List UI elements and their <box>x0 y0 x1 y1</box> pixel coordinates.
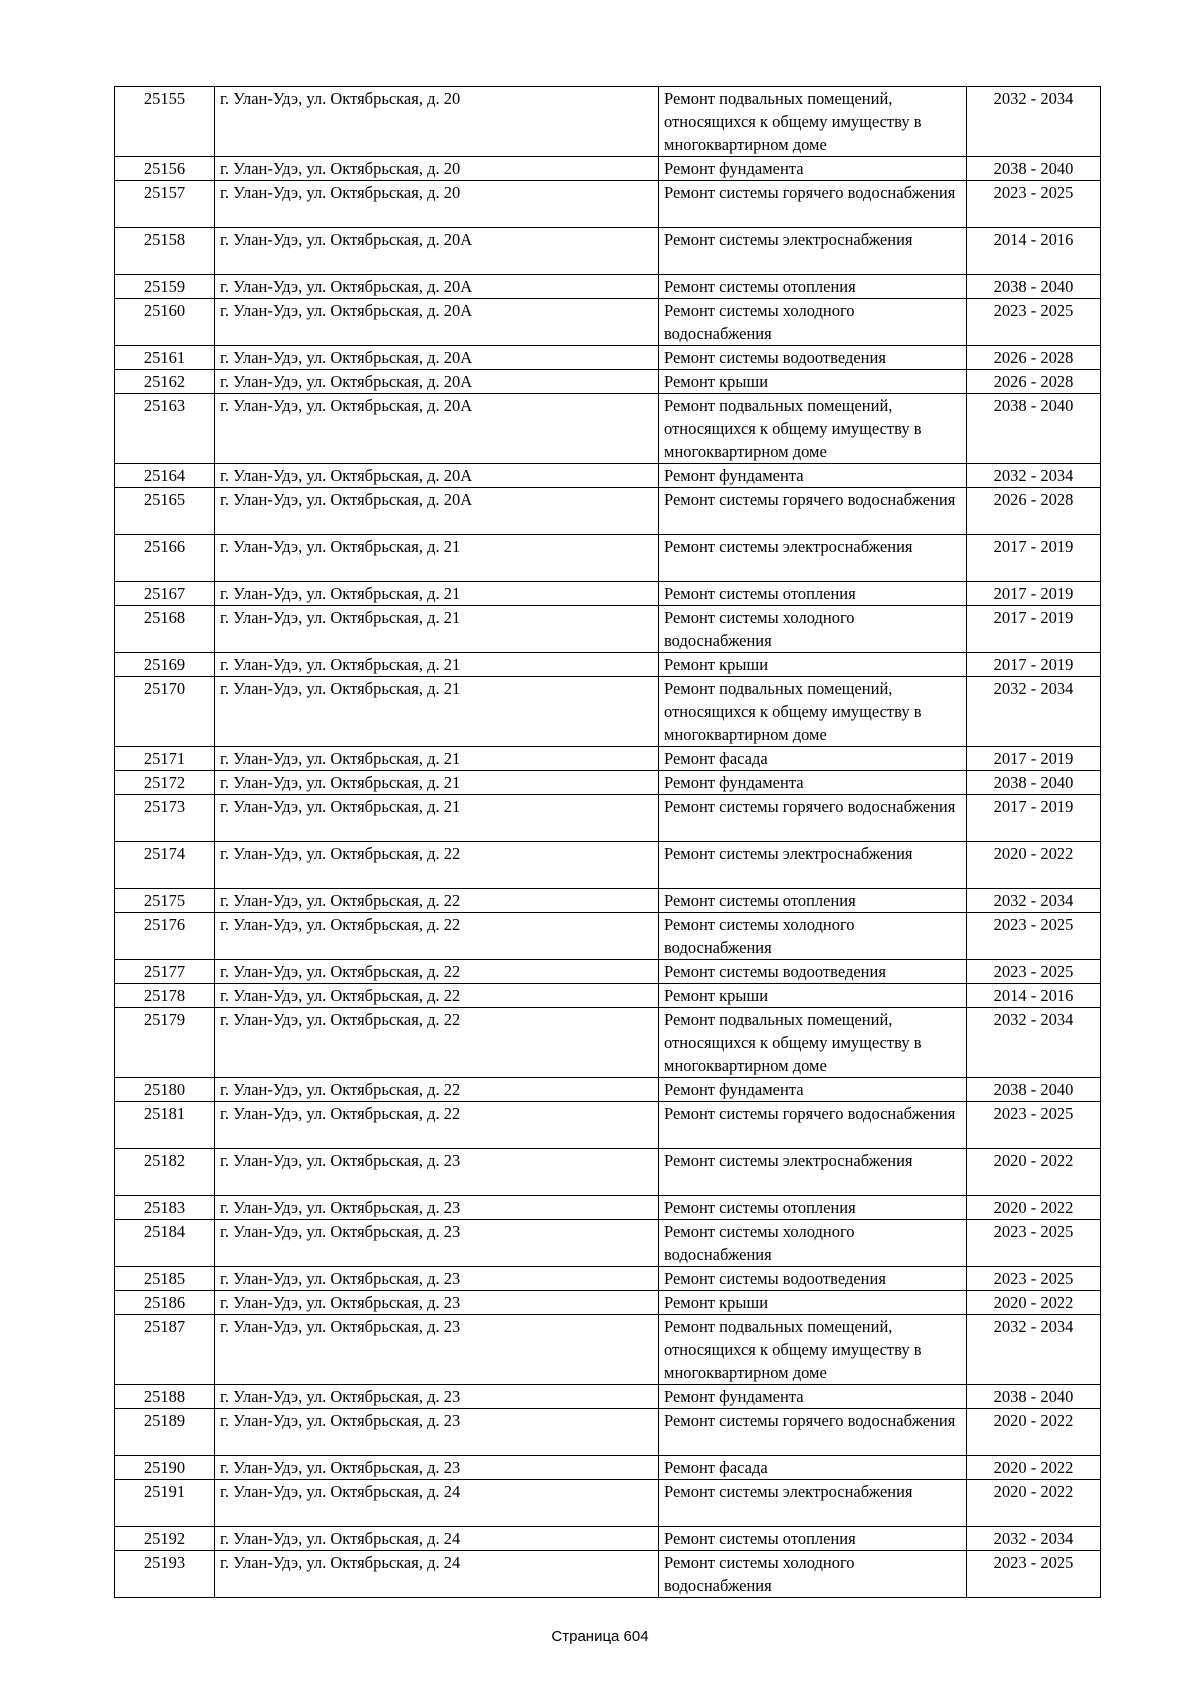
address-cell: г. Улан-Удэ, ул. Октябрьская, д. 23 <box>215 1385 659 1409</box>
period-cell: 2023 - 2025 <box>967 299 1101 346</box>
row-number: 25155 <box>115 87 215 157</box>
row-number: 25177 <box>115 960 215 984</box>
period-cell: 2020 - 2022 <box>967 1149 1101 1196</box>
work-type-cell: Ремонт системы отопления <box>659 275 967 299</box>
row-number: 25166 <box>115 535 215 582</box>
address-cell: г. Улан-Удэ, ул. Октябрьская, д. 23 <box>215 1149 659 1196</box>
address-cell: г. Улан-Удэ, ул. Октябрьская, д. 21 <box>215 795 659 842</box>
row-number: 25189 <box>115 1409 215 1456</box>
period-cell: 2023 - 2025 <box>967 181 1101 228</box>
table-row <box>115 1102 1101 1149</box>
work-type-cell: Ремонт системы холодного водоснабжения <box>659 1551 967 1598</box>
table-row <box>115 771 1101 795</box>
work-type-cell: Ремонт фундамента <box>659 157 967 181</box>
table-row <box>115 299 1101 346</box>
address-cell: г. Улан-Удэ, ул. Октябрьская, д. 24 <box>215 1551 659 1598</box>
period-cell: 2017 - 2019 <box>967 582 1101 606</box>
work-type-cell: Ремонт фундамента <box>659 771 967 795</box>
address-cell: г. Улан-Удэ, ул. Октябрьская, д. 20А <box>215 299 659 346</box>
period-cell: 2032 - 2034 <box>967 677 1101 747</box>
table-row <box>115 181 1101 228</box>
row-number: 25185 <box>115 1267 215 1291</box>
address-cell: г. Улан-Удэ, ул. Октябрьская, д. 20 <box>215 181 659 228</box>
work-type-cell: Ремонт системы холодного водоснабжения <box>659 299 967 346</box>
address-cell: г. Улан-Удэ, ул. Октябрьская, д. 24 <box>215 1527 659 1551</box>
period-cell: 2023 - 2025 <box>967 1551 1101 1598</box>
row-number: 25193 <box>115 1551 215 1598</box>
table-row <box>115 842 1101 889</box>
work-type-cell: Ремонт подвальных помещений, относящихся к общему имуществу в многоквартирном доме <box>659 677 967 747</box>
work-type-cell: Ремонт системы горячего водоснабжения <box>659 181 967 228</box>
period-cell: 2032 - 2034 <box>967 889 1101 913</box>
table-row <box>115 960 1101 984</box>
address-cell: г. Улан-Удэ, ул. Октябрьская, д. 21 <box>215 771 659 795</box>
row-number: 25163 <box>115 394 215 464</box>
work-type-cell: Ремонт системы отопления <box>659 1196 967 1220</box>
address-cell: г. Улан-Удэ, ул. Октябрьская, д. 22 <box>215 889 659 913</box>
row-number: 25170 <box>115 677 215 747</box>
work-type-cell: Ремонт подвальных помещений, относящихся к общему имуществу в многоквартирном доме <box>659 394 967 464</box>
row-number: 25180 <box>115 1078 215 1102</box>
table-row <box>115 275 1101 299</box>
address-cell: г. Улан-Удэ, ул. Октябрьская, д. 23 <box>215 1220 659 1267</box>
period-cell: 2020 - 2022 <box>967 1456 1101 1480</box>
row-number: 25188 <box>115 1385 215 1409</box>
table-row <box>115 984 1101 1008</box>
table-row <box>115 464 1101 488</box>
table-row <box>115 1291 1101 1315</box>
row-number: 25158 <box>115 228 215 275</box>
work-type-cell: Ремонт системы холодного водоснабжения <box>659 606 967 653</box>
work-type-cell: Ремонт системы электроснабжения <box>659 228 967 275</box>
work-type-cell: Ремонт системы электроснабжения <box>659 535 967 582</box>
work-type-cell: Ремонт фундамента <box>659 464 967 488</box>
period-cell: 2014 - 2016 <box>967 984 1101 1008</box>
address-cell: г. Улан-Удэ, ул. Октябрьская, д. 20А <box>215 464 659 488</box>
address-cell: г. Улан-Удэ, ул. Октябрьская, д. 21 <box>215 535 659 582</box>
row-number: 25165 <box>115 488 215 535</box>
address-cell: г. Улан-Удэ, ул. Октябрьская, д. 20 <box>215 157 659 181</box>
work-type-cell: Ремонт системы холодного водоснабжения <box>659 1220 967 1267</box>
table-row <box>115 370 1101 394</box>
table-row <box>115 1078 1101 1102</box>
address-cell: г. Улан-Удэ, ул. Октябрьская, д. 23 <box>215 1267 659 1291</box>
row-number: 25156 <box>115 157 215 181</box>
table-row <box>115 535 1101 582</box>
address-cell: г. Улан-Удэ, ул. Октябрьская, д. 21 <box>215 653 659 677</box>
row-number: 25171 <box>115 747 215 771</box>
period-cell: 2020 - 2022 <box>967 842 1101 889</box>
work-type-cell: Ремонт системы горячего водоснабжения <box>659 1409 967 1456</box>
address-cell: г. Улан-Удэ, ул. Октябрьская, д. 21 <box>215 677 659 747</box>
table-row <box>115 1456 1101 1480</box>
work-type-cell: Ремонт системы электроснабжения <box>659 1149 967 1196</box>
work-type-cell: Ремонт фундамента <box>659 1078 967 1102</box>
address-cell: г. Улан-Удэ, ул. Октябрьская, д. 22 <box>215 1008 659 1078</box>
work-type-cell: Ремонт подвальных помещений, относящихся к общему имуществу в многоквартирном доме <box>659 87 967 157</box>
period-cell: 2017 - 2019 <box>967 653 1101 677</box>
address-cell: г. Улан-Удэ, ул. Октябрьская, д. 20А <box>215 394 659 464</box>
row-number: 25159 <box>115 275 215 299</box>
period-cell: 2017 - 2019 <box>967 795 1101 842</box>
table-row <box>115 488 1101 535</box>
row-number: 25160 <box>115 299 215 346</box>
work-type-cell: Ремонт системы электроснабжения <box>659 842 967 889</box>
table-row <box>115 1315 1101 1385</box>
work-type-cell: Ремонт системы горячего водоснабжения <box>659 488 967 535</box>
table-row <box>115 795 1101 842</box>
period-cell: 2038 - 2040 <box>967 1078 1101 1102</box>
address-cell: г. Улан-Удэ, ул. Октябрьская, д. 21 <box>215 606 659 653</box>
address-cell: г. Улан-Удэ, ул. Октябрьская, д. 23 <box>215 1196 659 1220</box>
table-row <box>115 1267 1101 1291</box>
table-row <box>115 1149 1101 1196</box>
row-number: 25162 <box>115 370 215 394</box>
address-cell: г. Улан-Удэ, ул. Октябрьская, д. 20А <box>215 275 659 299</box>
period-cell: 2026 - 2028 <box>967 346 1101 370</box>
row-number: 25179 <box>115 1008 215 1078</box>
row-number: 25184 <box>115 1220 215 1267</box>
work-type-cell: Ремонт подвальных помещений, относящихся к общему имуществу в многоквартирном доме <box>659 1315 967 1385</box>
address-cell: г. Улан-Удэ, ул. Октябрьская, д. 22 <box>215 842 659 889</box>
period-cell: 2026 - 2028 <box>967 488 1101 535</box>
address-cell: г. Улан-Удэ, ул. Октябрьская, д. 24 <box>215 1480 659 1527</box>
row-number: 25186 <box>115 1291 215 1315</box>
work-type-cell: Ремонт системы водоотведения <box>659 1267 967 1291</box>
period-cell: 2023 - 2025 <box>967 1102 1101 1149</box>
work-type-cell: Ремонт системы отопления <box>659 889 967 913</box>
period-cell: 2023 - 2025 <box>967 1220 1101 1267</box>
work-type-cell: Ремонт крыши <box>659 1291 967 1315</box>
period-cell: 2014 - 2016 <box>967 228 1101 275</box>
address-cell: г. Улан-Удэ, ул. Октябрьская, д. 22 <box>215 1078 659 1102</box>
address-cell: г. Улан-Удэ, ул. Октябрьская, д. 22 <box>215 1102 659 1149</box>
address-cell: г. Улан-Удэ, ул. Октябрьская, д. 23 <box>215 1291 659 1315</box>
table-row <box>115 1385 1101 1409</box>
period-cell: 2032 - 2034 <box>967 464 1101 488</box>
table-body <box>115 87 1101 1598</box>
address-cell: г. Улан-Удэ, ул. Октябрьская, д. 20А <box>215 370 659 394</box>
row-number: 25190 <box>115 1456 215 1480</box>
period-cell: 2038 - 2040 <box>967 771 1101 795</box>
table-row <box>115 653 1101 677</box>
address-cell: г. Улан-Удэ, ул. Октябрьская, д. 21 <box>215 747 659 771</box>
row-number: 25178 <box>115 984 215 1008</box>
address-cell: г. Улан-Удэ, ул. Октябрьская, д. 23 <box>215 1315 659 1385</box>
row-number: 25192 <box>115 1527 215 1551</box>
address-cell: г. Улан-Удэ, ул. Октябрьская, д. 23 <box>215 1456 659 1480</box>
work-type-cell: Ремонт системы горячего водоснабжения <box>659 795 967 842</box>
row-number: 25191 <box>115 1480 215 1527</box>
work-type-cell: Ремонт системы горячего водоснабжения <box>659 1102 967 1149</box>
address-cell: г. Улан-Удэ, ул. Октябрьская, д. 20А <box>215 228 659 275</box>
period-cell: 2020 - 2022 <box>967 1480 1101 1527</box>
period-cell: 2032 - 2034 <box>967 1527 1101 1551</box>
table-row <box>115 228 1101 275</box>
period-cell: 2026 - 2028 <box>967 370 1101 394</box>
row-number: 25168 <box>115 606 215 653</box>
row-number: 25164 <box>115 464 215 488</box>
address-cell: г. Улан-Удэ, ул. Октябрьская, д. 21 <box>215 582 659 606</box>
period-cell: 2017 - 2019 <box>967 747 1101 771</box>
row-number: 25157 <box>115 181 215 228</box>
period-cell: 2017 - 2019 <box>967 535 1101 582</box>
row-number: 25183 <box>115 1196 215 1220</box>
period-cell: 2032 - 2034 <box>967 87 1101 157</box>
address-cell: г. Улан-Удэ, ул. Октябрьская, д. 22 <box>215 984 659 1008</box>
row-number: 25181 <box>115 1102 215 1149</box>
period-cell: 2023 - 2025 <box>967 960 1101 984</box>
work-type-cell: Ремонт системы холодного водоснабжения <box>659 913 967 960</box>
address-cell: г. Улан-Удэ, ул. Октябрьская, д. 20А <box>215 488 659 535</box>
address-cell: г. Улан-Удэ, ул. Октябрьская, д. 20 <box>215 87 659 157</box>
work-type-cell: Ремонт фундамента <box>659 1385 967 1409</box>
work-type-cell: Ремонт системы водоотведения <box>659 960 967 984</box>
table-row <box>115 1480 1101 1527</box>
work-type-cell: Ремонт крыши <box>659 653 967 677</box>
work-type-cell: Ремонт системы отопления <box>659 1527 967 1551</box>
table-row <box>115 1196 1101 1220</box>
address-cell: г. Улан-Удэ, ул. Октябрьская, д. 22 <box>215 913 659 960</box>
row-number: 25187 <box>115 1315 215 1385</box>
period-cell: 2032 - 2034 <box>967 1008 1101 1078</box>
period-cell: 2038 - 2040 <box>967 394 1101 464</box>
table-row <box>115 582 1101 606</box>
table-row <box>115 1008 1101 1078</box>
table-row <box>115 606 1101 653</box>
period-cell: 2023 - 2025 <box>967 1267 1101 1291</box>
table-row <box>115 157 1101 181</box>
table-row <box>115 1527 1101 1551</box>
work-type-cell: Ремонт системы водоотведения <box>659 346 967 370</box>
address-cell: г. Улан-Удэ, ул. Октябрьская, д. 20А <box>215 346 659 370</box>
row-number: 25161 <box>115 346 215 370</box>
row-number: 25173 <box>115 795 215 842</box>
period-cell: 2038 - 2040 <box>967 275 1101 299</box>
period-cell: 2038 - 2040 <box>967 1385 1101 1409</box>
row-number: 25176 <box>115 913 215 960</box>
table-row <box>115 346 1101 370</box>
period-cell: 2020 - 2022 <box>967 1409 1101 1456</box>
period-cell: 2020 - 2022 <box>967 1291 1101 1315</box>
work-type-cell: Ремонт системы электроснабжения <box>659 1480 967 1527</box>
period-cell: 2032 - 2034 <box>967 1315 1101 1385</box>
row-number: 25167 <box>115 582 215 606</box>
table-row <box>115 747 1101 771</box>
work-type-cell: Ремонт фасада <box>659 1456 967 1480</box>
period-cell: 2023 - 2025 <box>967 913 1101 960</box>
row-number: 25169 <box>115 653 215 677</box>
table-row <box>115 87 1101 157</box>
work-type-cell: Ремонт фасада <box>659 747 967 771</box>
table-row <box>115 677 1101 747</box>
table-row <box>115 1220 1101 1267</box>
period-cell: 2017 - 2019 <box>967 606 1101 653</box>
row-number: 25182 <box>115 1149 215 1196</box>
repair-schedule-table <box>114 86 1101 1598</box>
page-number: Страница 604 <box>551 1628 649 1645</box>
address-cell: г. Улан-Удэ, ул. Октябрьская, д. 22 <box>215 960 659 984</box>
table-row <box>115 1551 1101 1598</box>
table-row <box>115 394 1101 464</box>
row-number: 25174 <box>115 842 215 889</box>
table-row <box>115 913 1101 960</box>
period-cell: 2038 - 2040 <box>967 157 1101 181</box>
table-row <box>115 1409 1101 1456</box>
work-type-cell: Ремонт крыши <box>659 370 967 394</box>
row-number: 25172 <box>115 771 215 795</box>
period-cell: 2020 - 2022 <box>967 1196 1101 1220</box>
table-row <box>115 889 1101 913</box>
work-type-cell: Ремонт крыши <box>659 984 967 1008</box>
row-number: 25175 <box>115 889 215 913</box>
address-cell: г. Улан-Удэ, ул. Октябрьская, д. 23 <box>215 1409 659 1456</box>
work-type-cell: Ремонт подвальных помещений, относящихся к общему имуществу в многоквартирном доме <box>659 1008 967 1078</box>
work-type-cell: Ремонт системы отопления <box>659 582 967 606</box>
